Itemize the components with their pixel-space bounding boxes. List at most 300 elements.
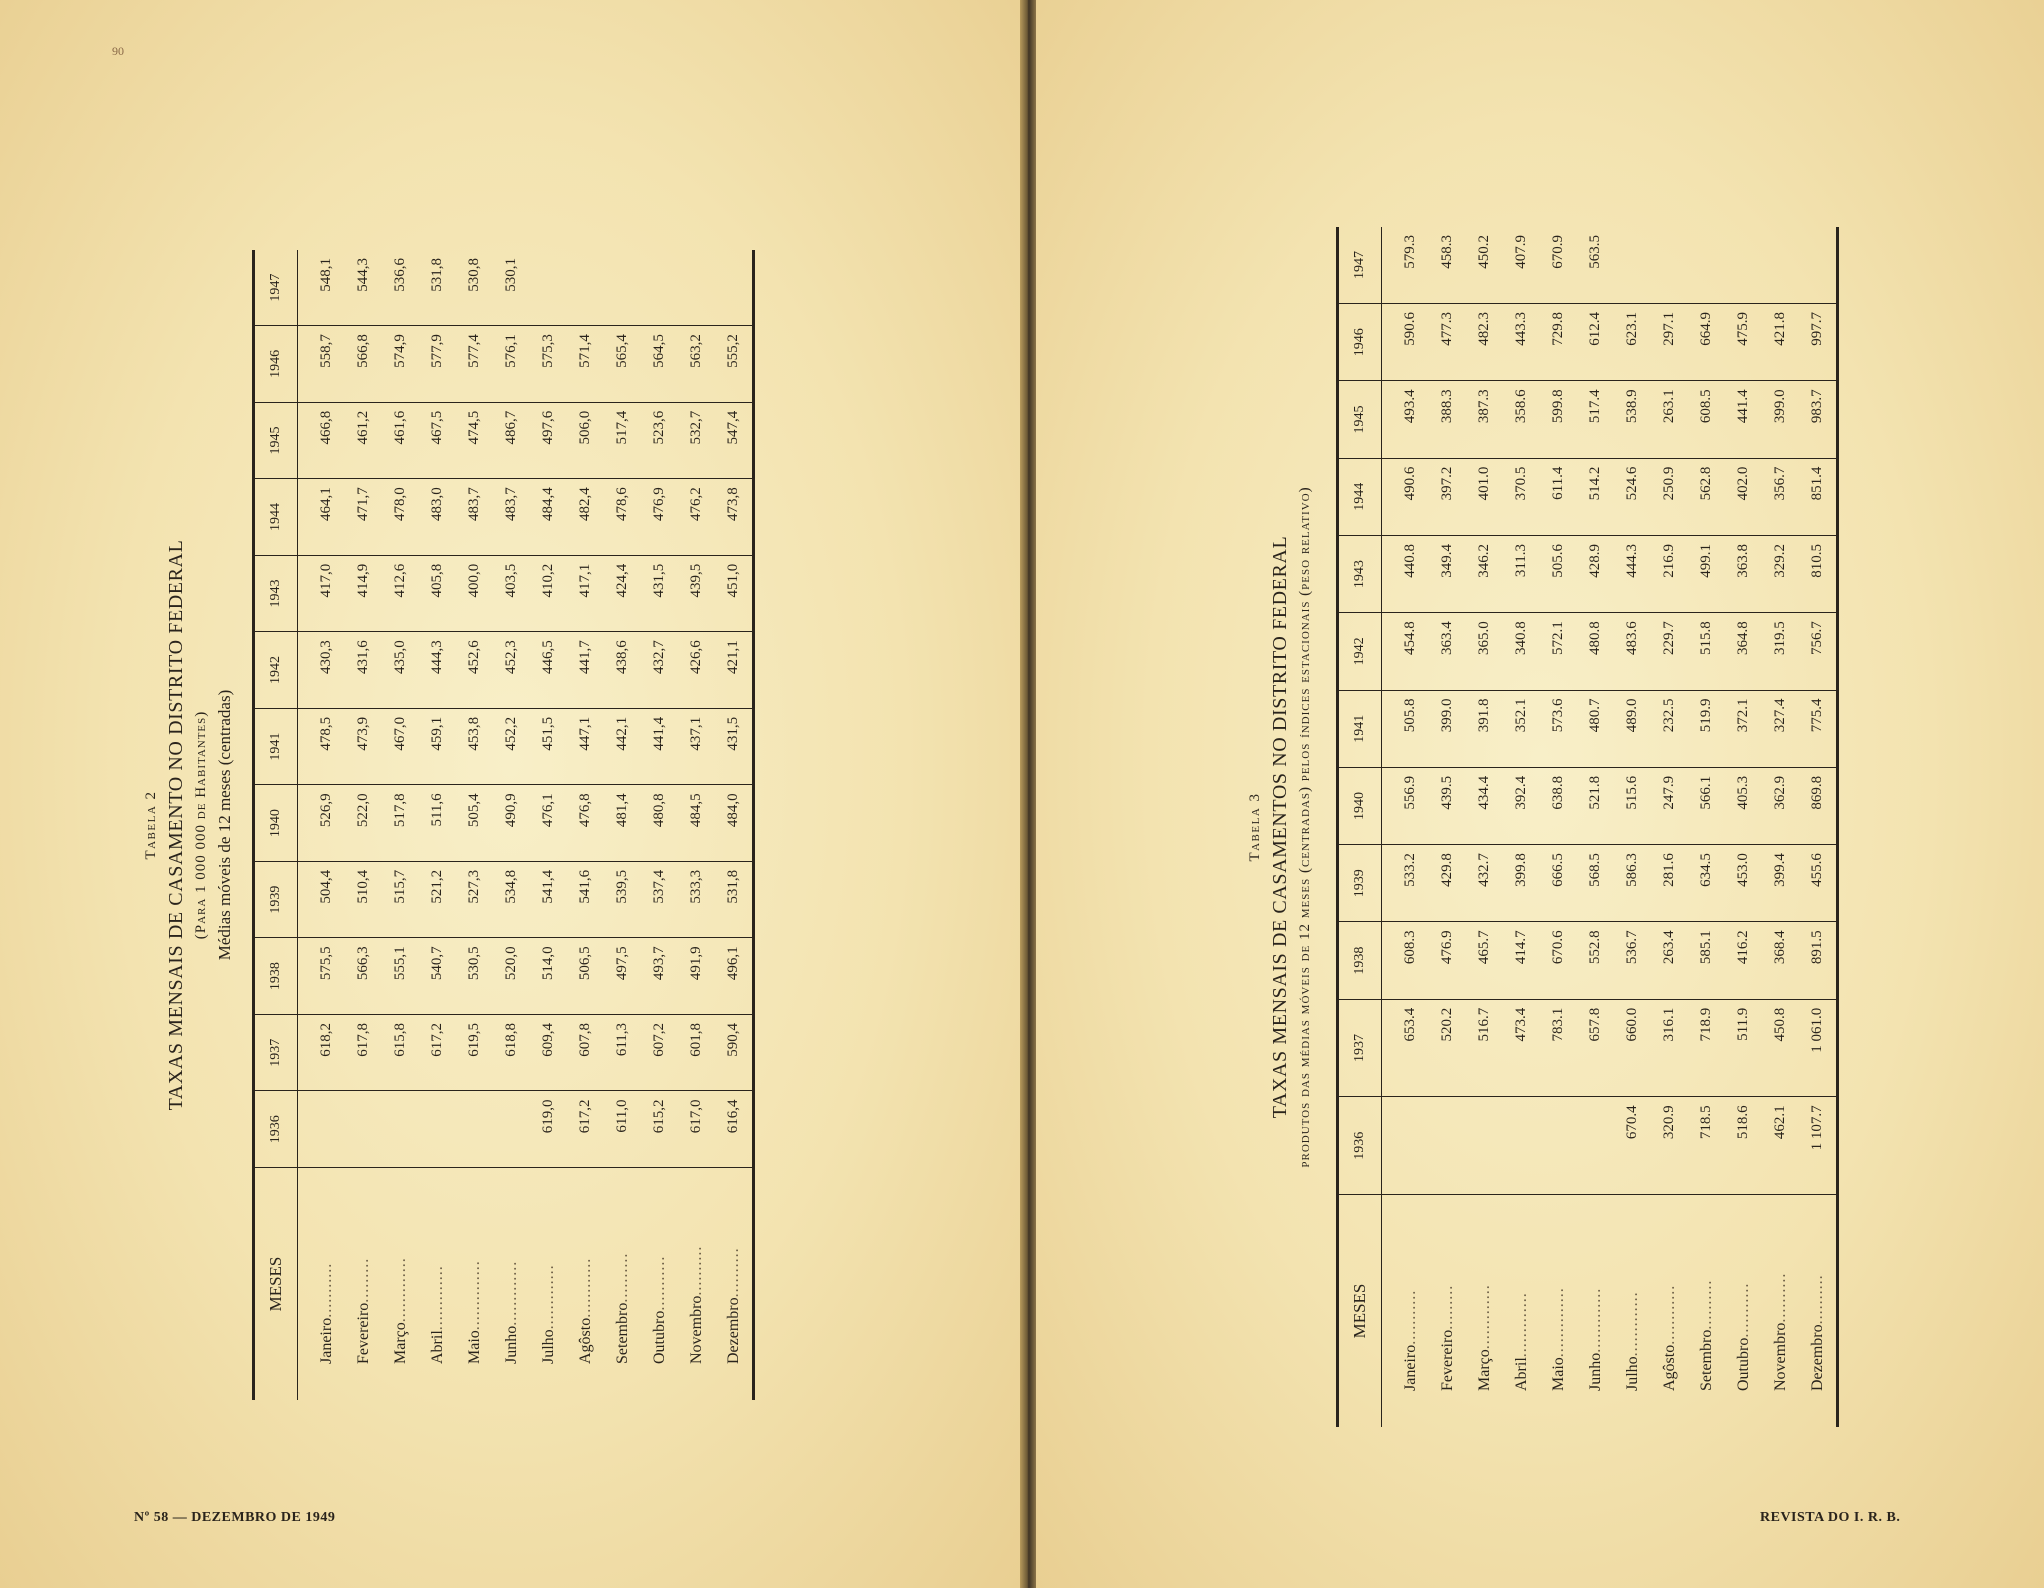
month-label: Setembro: [613, 1302, 631, 1364]
value-cell: 571,4: [567, 326, 604, 403]
table-row: [530, 250, 567, 1400]
value-cell: 478,5: [298, 708, 346, 785]
value-cell: 541,6: [567, 861, 604, 938]
value-cell: 531,8: [715, 861, 754, 938]
table-row: [567, 250, 604, 1400]
value-cell: 555,2: [715, 326, 754, 403]
value-cell: 414,9: [345, 555, 382, 632]
value-cell: 564,5: [641, 326, 678, 403]
value-cell: 611,0: [604, 1091, 641, 1168]
value-cell: 496,1: [715, 938, 754, 1015]
value-cell: 250.9: [1651, 458, 1688, 535]
value-cell: 530,8: [456, 250, 493, 326]
value-cell: 453.0: [1725, 845, 1762, 922]
value-cell: 851.4: [1799, 458, 1838, 535]
month-cell: [567, 1168, 604, 1401]
col-header-year: 1939: [254, 861, 298, 938]
value-cell: 515.8: [1688, 613, 1725, 690]
value-cell: 534,8: [493, 861, 530, 938]
value-cell: 450.8: [1762, 999, 1799, 1097]
value-cell: 454.8: [1382, 613, 1430, 690]
value-cell: 718.9: [1688, 999, 1725, 1097]
value-cell: 552.8: [1577, 922, 1614, 999]
month-label: Abril: [428, 1330, 446, 1364]
value-cell: 416.2: [1725, 922, 1762, 999]
value-cell: 439,5: [678, 555, 715, 632]
value-cell: 574,9: [382, 326, 419, 403]
value-cell: 536,6: [382, 250, 419, 326]
value-cell: 530,5: [456, 938, 493, 1015]
month-label: Maio: [1549, 1357, 1567, 1391]
leader-dots: ..............: [465, 1260, 483, 1331]
col-header-year: 1941: [1338, 690, 1382, 767]
value-cell: 263.4: [1651, 922, 1688, 999]
value-cell: 607,2: [641, 1014, 678, 1091]
leader-dots: ..........: [1697, 1279, 1715, 1330]
value-cell: 533.2: [1382, 845, 1430, 922]
value-cell: 476,1: [530, 785, 567, 862]
value-cell: 506,0: [567, 402, 604, 479]
value-cell: 483.6: [1614, 613, 1651, 690]
value-cell: 329.2: [1762, 535, 1799, 612]
value-cell: 541,4: [530, 861, 567, 938]
value-cell: 476.9: [1429, 922, 1466, 999]
month-cell: [298, 1168, 346, 1401]
value-cell: [1725, 227, 1762, 304]
value-cell: 563.5: [1577, 227, 1614, 304]
month-cell: [1429, 1195, 1466, 1428]
month-label: Janeiro: [1401, 1344, 1419, 1391]
value-cell: 247.9: [1651, 767, 1688, 844]
value-cell: 1 061.0: [1799, 999, 1838, 1097]
value-cell: 432,7: [641, 632, 678, 709]
value-cell: [1614, 227, 1651, 304]
value-cell: 407.9: [1503, 227, 1540, 304]
value-cell: 536.7: [1614, 922, 1651, 999]
value-cell: 519.9: [1688, 690, 1725, 767]
value-cell: 573.6: [1540, 690, 1577, 767]
value-cell: 327.4: [1762, 690, 1799, 767]
value-cell: 585.1: [1688, 922, 1725, 999]
col-header-months: MESES: [254, 1168, 298, 1401]
value-cell: 450.2: [1466, 227, 1503, 304]
value-cell: 515,7: [382, 861, 419, 938]
table2-block: [140, 210, 920, 1440]
month-label: Novembro: [1771, 1322, 1789, 1391]
value-cell: 391.8: [1466, 690, 1503, 767]
table2-header: [140, 210, 238, 1440]
table-row: [678, 250, 715, 1400]
value-cell: 526,9: [298, 785, 346, 862]
value-cell: 601,8: [678, 1014, 715, 1091]
month-cell: [1577, 1195, 1614, 1428]
month-cell: [641, 1168, 678, 1401]
value-cell: 281.6: [1651, 845, 1688, 922]
month-label: Junho: [502, 1325, 520, 1364]
table-row: [715, 250, 754, 1400]
month-cell: [1614, 1195, 1651, 1428]
value-cell: [604, 250, 641, 326]
col-header-year: 1939: [1338, 845, 1382, 922]
page-mark: 90: [112, 44, 124, 58]
book-gutter: [1020, 0, 1036, 1588]
col-header-year: 1942: [254, 632, 298, 709]
col-header-year: 1946: [254, 326, 298, 403]
value-cell: 358.6: [1503, 381, 1540, 458]
value-cell: 523,6: [641, 402, 678, 479]
value-cell: 506,5: [567, 938, 604, 1015]
value-cell: 489.0: [1614, 690, 1651, 767]
month-cell: [1725, 1195, 1762, 1428]
table-row: [1429, 227, 1466, 1427]
table-row: [1651, 227, 1688, 1427]
month-label: Outubro: [1734, 1337, 1752, 1391]
month-label: Junho: [1586, 1352, 1604, 1391]
month-label: Novembro: [687, 1295, 705, 1364]
value-cell: 544,3: [345, 250, 382, 326]
value-cell: 397.2: [1429, 458, 1466, 535]
value-cell: 424,4: [604, 555, 641, 632]
value-cell: 461,6: [382, 402, 419, 479]
month-cell: [678, 1168, 715, 1401]
leader-dots: ...........: [650, 1255, 668, 1311]
table-row: [1762, 227, 1799, 1427]
value-cell: [1429, 1097, 1466, 1195]
table-row: [493, 250, 530, 1400]
value-cell: 1 107.7: [1799, 1097, 1838, 1195]
value-cell: 349.4: [1429, 535, 1466, 612]
value-cell: [567, 250, 604, 326]
value-cell: 319.5: [1762, 613, 1799, 690]
leader-dots: ..........: [613, 1252, 631, 1303]
value-cell: 505.8: [1382, 690, 1430, 767]
value-cell: 216.9: [1651, 535, 1688, 612]
value-cell: 539,5: [604, 861, 641, 938]
value-cell: 399.0: [1762, 381, 1799, 458]
value-cell: 399.0: [1429, 690, 1466, 767]
value-cell: [678, 250, 715, 326]
value-cell: 428.9: [1577, 535, 1614, 612]
col-header-year: 1938: [254, 938, 298, 1015]
value-cell: 575,5: [298, 938, 346, 1015]
value-cell: 410,2: [530, 555, 567, 632]
value-cell: 590,4: [715, 1014, 754, 1091]
col-header-year: 1945: [254, 402, 298, 479]
month-label: Fevereiro: [354, 1302, 372, 1364]
value-cell: 653.4: [1382, 999, 1430, 1097]
value-cell: 461,2: [345, 402, 382, 479]
value-cell: 417,0: [298, 555, 346, 632]
value-cell: 478,0: [382, 479, 419, 556]
value-cell: 617,0: [678, 1091, 715, 1168]
value-cell: 483,7: [493, 479, 530, 556]
value-cell: 540,7: [419, 938, 456, 1015]
value-cell: 511,6: [419, 785, 456, 862]
value-cell: 475.9: [1725, 304, 1762, 381]
value-cell: 229.7: [1651, 613, 1688, 690]
value-cell: [1799, 227, 1838, 304]
value-cell: 372.1: [1725, 690, 1762, 767]
month-label: Setembro: [1697, 1329, 1715, 1391]
value-cell: 515.6: [1614, 767, 1651, 844]
value-cell: 497,6: [530, 402, 567, 479]
col-header-year: 1947: [254, 250, 298, 326]
value-cell: 548,1: [298, 250, 346, 326]
value-cell: 530,1: [493, 250, 530, 326]
value-cell: 481,4: [604, 785, 641, 862]
value-cell: 473.4: [1503, 999, 1540, 1097]
value-cell: 997.7: [1799, 304, 1838, 381]
table-row: [1540, 227, 1577, 1427]
value-cell: 505.6: [1540, 535, 1577, 612]
value-cell: 617,2: [419, 1014, 456, 1091]
month-cell: [1382, 1195, 1430, 1428]
col-header-year: 1942: [1338, 613, 1382, 690]
month-cell: [604, 1168, 641, 1401]
value-cell: 517,8: [382, 785, 419, 862]
table3-title: TAXAS MENSAIS DE CASAMENTOS NO DISTRITO FEDERAL: [1269, 535, 1291, 1119]
value-cell: 499.1: [1688, 535, 1725, 612]
leader-dots: .........: [354, 1257, 372, 1303]
value-cell: 356.7: [1762, 458, 1799, 535]
leader-dots: .............: [1475, 1284, 1493, 1350]
value-cell: 524.6: [1614, 458, 1651, 535]
value-cell: 537,4: [641, 861, 678, 938]
value-cell: 657.8: [1577, 999, 1614, 1097]
leader-dots: .............: [1586, 1287, 1604, 1353]
value-cell: 493.4: [1382, 381, 1430, 458]
col-header-year: 1944: [1338, 458, 1382, 535]
value-cell: 486,7: [493, 402, 530, 479]
value-cell: 464,1: [298, 479, 346, 556]
value-cell: 555,1: [382, 938, 419, 1015]
leader-dots: ..........: [687, 1245, 705, 1296]
value-cell: [1382, 1097, 1430, 1195]
month-label: Março: [391, 1322, 409, 1364]
value-cell: 477.3: [1429, 304, 1466, 381]
leader-dots: ...........: [1401, 1289, 1419, 1345]
month-label: Abril: [1512, 1357, 1530, 1391]
leader-dots: ............: [1660, 1284, 1678, 1345]
value-cell: 664.9: [1688, 304, 1725, 381]
value-cell: 607,8: [567, 1014, 604, 1091]
value-cell: 531,8: [419, 250, 456, 326]
value-cell: 466,8: [298, 402, 346, 479]
value-cell: 623.1: [1614, 304, 1651, 381]
value-cell: 431,5: [641, 555, 678, 632]
value-cell: 617,8: [345, 1014, 382, 1091]
value-cell: 517.4: [1577, 381, 1614, 458]
value-cell: 444.3: [1614, 535, 1651, 612]
value-cell: 666.5: [1540, 845, 1577, 922]
value-cell: 476,2: [678, 479, 715, 556]
table-row: [1466, 227, 1503, 1427]
col-header-year: 1937: [1338, 999, 1382, 1097]
table-row: [1614, 227, 1651, 1427]
value-cell: 518.6: [1725, 1097, 1762, 1195]
value-cell: 618,2: [298, 1014, 346, 1091]
table-row: [1799, 227, 1838, 1427]
month-label: Outubro: [650, 1310, 668, 1364]
value-cell: [1577, 1097, 1614, 1195]
value-cell: 388.3: [1429, 381, 1466, 458]
value-cell: 538.9: [1614, 381, 1651, 458]
value-cell: 563,2: [678, 326, 715, 403]
value-cell: 480.7: [1577, 690, 1614, 767]
value-cell: 429.8: [1429, 845, 1466, 922]
table2-subtitle2: Médias móveis de 12 meses (centradas): [215, 689, 234, 961]
value-cell: 392.4: [1503, 767, 1540, 844]
value-cell: 474,5: [456, 402, 493, 479]
col-header-year: 1943: [254, 555, 298, 632]
table3: [1336, 227, 1839, 1427]
leader-dots: ...........: [1734, 1282, 1752, 1338]
month-cell: [1503, 1195, 1540, 1428]
leader-dots: .............: [1623, 1291, 1641, 1357]
value-cell: 402.0: [1725, 458, 1762, 535]
value-cell: 566.1: [1688, 767, 1725, 844]
value-cell: 452,3: [493, 632, 530, 709]
value-cell: 517,4: [604, 402, 641, 479]
value-cell: 516.7: [1466, 999, 1503, 1097]
col-header-year: 1945: [1338, 381, 1382, 458]
value-cell: 453,8: [456, 708, 493, 785]
value-cell: 566,3: [345, 938, 382, 1015]
value-cell: 421.8: [1762, 304, 1799, 381]
table-row: [1725, 227, 1762, 1427]
value-cell: 432.7: [1466, 845, 1503, 922]
value-cell: 451,5: [530, 708, 567, 785]
table2-title: TAXAS MENSAIS DE CASAMENTO NO DISTRITO FEDERAL: [165, 539, 187, 1111]
value-cell: 586.3: [1614, 845, 1651, 922]
table3-subtitle: produtos das médias móveis de 12 meses (centradas) pelos índices estacionais (peso relativo): [1297, 486, 1313, 1168]
value-cell: 483,7: [456, 479, 493, 556]
value-cell: 368.4: [1762, 922, 1799, 999]
value-cell: 527,3: [456, 861, 493, 938]
value-cell: 473,9: [345, 708, 382, 785]
value-cell: 452,2: [493, 708, 530, 785]
value-cell: 442,1: [604, 708, 641, 785]
value-cell: 504,4: [298, 861, 346, 938]
footer-issue: Nº 58 — DEZEMBRO DE 1949: [134, 1510, 336, 1525]
value-cell: 414.7: [1503, 922, 1540, 999]
value-cell: 490,9: [493, 785, 530, 862]
value-cell: [1762, 227, 1799, 304]
value-cell: 491,9: [678, 938, 715, 1015]
value-cell: 478,6: [604, 479, 641, 556]
col-header-year: 1936: [254, 1091, 298, 1168]
value-cell: 437,1: [678, 708, 715, 785]
table-row: [382, 250, 419, 1400]
value-cell: 462.1: [1762, 1097, 1799, 1195]
value-cell: 638.8: [1540, 767, 1577, 844]
leader-dots: .............: [539, 1264, 557, 1330]
value-cell: 421,1: [715, 632, 754, 709]
value-cell: [1503, 1097, 1540, 1195]
value-cell: 660.0: [1614, 999, 1651, 1097]
value-cell: 431,6: [345, 632, 382, 709]
month-label: Julho: [539, 1329, 557, 1364]
value-cell: 634.5: [1688, 845, 1725, 922]
month-cell: [1799, 1195, 1838, 1428]
table2-label: Tabela 2: [143, 790, 159, 860]
value-cell: [493, 1091, 530, 1168]
month-label: Março: [1475, 1349, 1493, 1391]
value-cell: 490.6: [1382, 458, 1430, 535]
value-cell: 443.3: [1503, 304, 1540, 381]
value-cell: 417,1: [567, 555, 604, 632]
col-header-year: 1938: [1338, 922, 1382, 999]
value-cell: 520,0: [493, 938, 530, 1015]
leader-dots: ..........: [1771, 1272, 1789, 1323]
month-label: Dezembro: [724, 1297, 742, 1364]
value-cell: 363.4: [1429, 613, 1466, 690]
value-cell: 484,4: [530, 479, 567, 556]
month-cell: [1762, 1195, 1799, 1428]
value-cell: 533,3: [678, 861, 715, 938]
value-cell: 480,8: [641, 785, 678, 862]
value-cell: 476,8: [567, 785, 604, 862]
value-cell: 434.4: [1466, 767, 1503, 844]
value-cell: 447,1: [567, 708, 604, 785]
value-cell: 520.2: [1429, 999, 1466, 1097]
month-label: Dezembro: [1808, 1324, 1826, 1391]
value-cell: [382, 1091, 419, 1168]
value-cell: 619,5: [456, 1014, 493, 1091]
value-cell: 403,5: [493, 555, 530, 632]
value-cell: 514,0: [530, 938, 567, 1015]
value-cell: 400,0: [456, 555, 493, 632]
value-cell: 435,0: [382, 632, 419, 709]
value-cell: 451,0: [715, 555, 754, 632]
value-cell: 670.4: [1614, 1097, 1651, 1195]
table-row: [1577, 227, 1614, 1427]
value-cell: 612.4: [1577, 304, 1614, 381]
table-row: [419, 250, 456, 1400]
col-header-year: 1941: [254, 708, 298, 785]
footer-journal: REVISTA DO I. R. B.: [1760, 1510, 1901, 1525]
value-cell: 514.2: [1577, 458, 1614, 535]
value-cell: 611,3: [604, 1014, 641, 1091]
value-cell: 891.5: [1799, 922, 1838, 999]
value-cell: 615,2: [641, 1091, 678, 1168]
month-label: Agôsto: [576, 1317, 594, 1364]
table-row: [604, 250, 641, 1400]
value-cell: 493,7: [641, 938, 678, 1015]
month-cell: [1466, 1195, 1503, 1428]
value-cell: 532,7: [678, 402, 715, 479]
value-cell: 452,6: [456, 632, 493, 709]
table3-header: [1222, 202, 1316, 1452]
value-cell: 455.6: [1799, 845, 1838, 922]
table-row: [345, 250, 382, 1400]
value-cell: 352.1: [1503, 690, 1540, 767]
col-header-year: 1947: [1338, 227, 1382, 304]
value-cell: 316.1: [1651, 999, 1688, 1097]
table2: [252, 250, 755, 1400]
value-cell: 484,5: [678, 785, 715, 862]
value-cell: [715, 250, 754, 326]
col-header-year: 1943: [1338, 535, 1382, 612]
leader-dots: ...........: [317, 1262, 335, 1318]
value-cell: [345, 1091, 382, 1168]
value-cell: 609,4: [530, 1014, 567, 1091]
value-cell: 562.8: [1688, 458, 1725, 535]
month-cell: [1651, 1195, 1688, 1428]
value-cell: 775.4: [1799, 690, 1838, 767]
value-cell: [1688, 227, 1725, 304]
value-cell: 576,1: [493, 326, 530, 403]
